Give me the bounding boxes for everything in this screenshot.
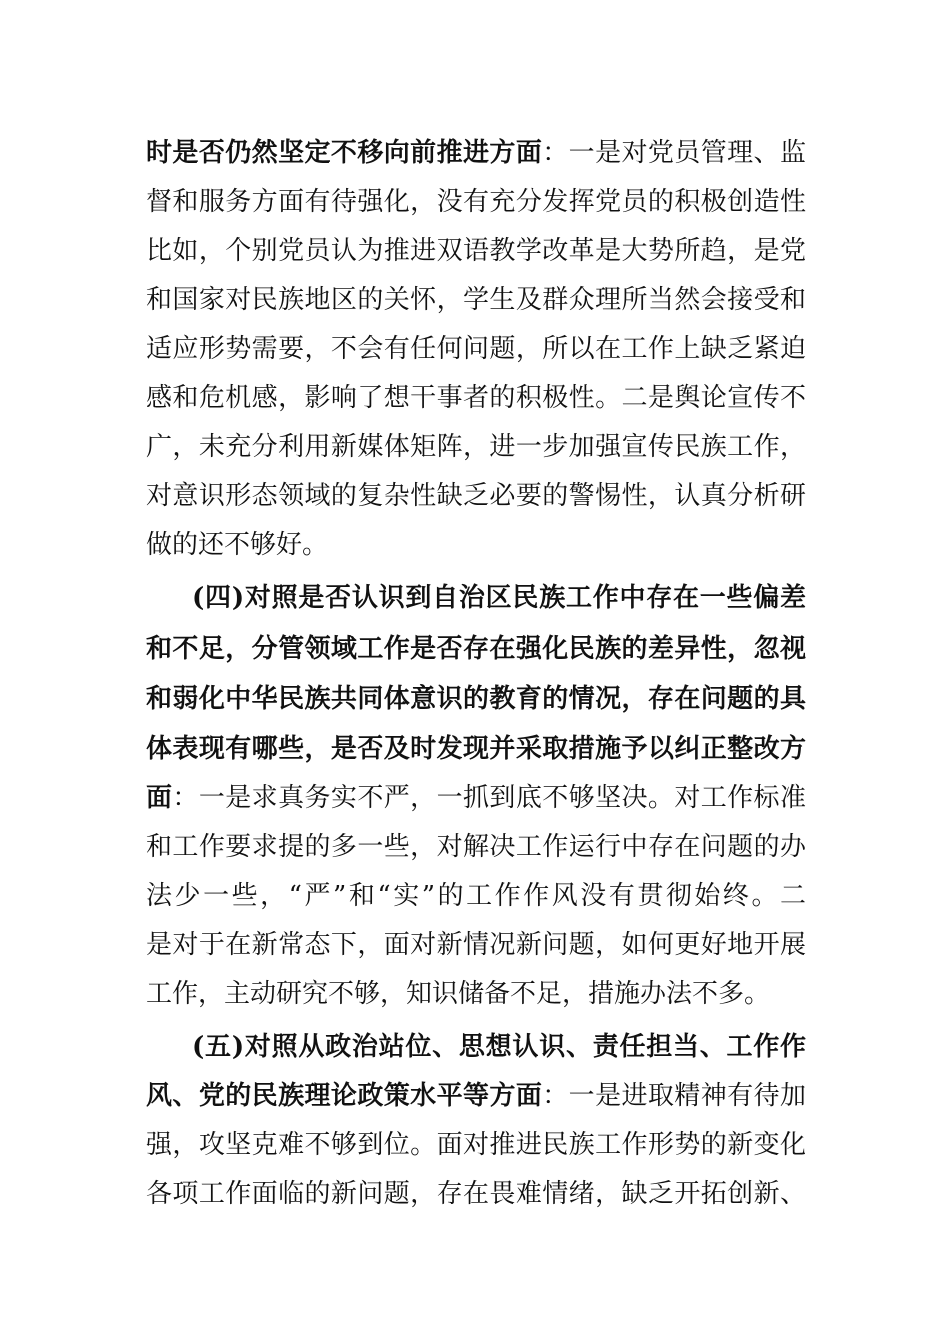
text-run: ：一是对党员管理、监 xyxy=(542,138,806,168)
text-run: 比如，个别党员认为推进双语教学改革是大势所趋，是党 xyxy=(146,236,806,266)
text-run: 强，攻坚克难不够到位。面对推进民族工作形势的新变化 xyxy=(146,1130,806,1160)
text-run: 法少一些，“严”和“实”的工作作风没有贯彻始终。二 xyxy=(146,881,806,911)
text-line xyxy=(146,1120,806,1170)
text-run: 工作，主动研究不够，知识储备不足，措施办法不多。 xyxy=(146,979,771,1009)
text-line xyxy=(146,373,806,423)
bold-run: 时是否仍然坚定不移向前推进方面 xyxy=(146,138,543,168)
text-line xyxy=(146,624,806,674)
bold-run: 和不足，分管领域工作是否存在强化民族的差异性，忽视 xyxy=(146,634,806,664)
text-run: 适应形势需要，不会有任何问题，所以在工作上缺乏紧迫 xyxy=(146,334,806,364)
text-line xyxy=(146,1071,806,1121)
text-run: ：一是求真务实不严，一抓到底不够坚决。对工作标准 xyxy=(172,783,806,813)
text-run: 和工作要求提的多一些，对解决工作运行中存在问题的办 xyxy=(146,832,806,862)
text-line xyxy=(146,422,806,472)
bold-run: (五)对照从政治站位、思想认识、责任担当、工作作 xyxy=(192,1032,806,1062)
text-line xyxy=(146,1169,806,1219)
text-run: ：一是进取精神有待加 xyxy=(542,1081,806,1111)
text-line xyxy=(146,920,806,970)
text-line xyxy=(146,177,806,227)
section-heading-5 xyxy=(192,1022,806,1072)
text-run: 做的还不够好。 xyxy=(146,530,329,560)
bold-run: 面 xyxy=(146,783,173,813)
bold-run: 风、党的民族理论政策水平等方面 xyxy=(146,1081,543,1111)
section-heading-4 xyxy=(192,573,806,623)
text-run: 广，未充分利用新媒体矩阵，进一步加强宣传民族工作， xyxy=(146,432,806,462)
text-run: 感和危机感，影响了想干事者的积极性。二是舆论宣传不 xyxy=(146,383,806,413)
text-run: 和国家对民族地区的关怀，学生及群众理所当然会接受和 xyxy=(146,285,806,315)
bold-run: (四)对照是否认识到自治区民族工作中存在一些偏差 xyxy=(192,583,806,613)
text-line xyxy=(146,773,806,823)
bold-run: 和弱化中华民族共同体意识的教育的情况，存在问题的具 xyxy=(146,684,806,714)
bold-run: 体表现有哪些，是否及时发现并采取措施予以纠正整改方 xyxy=(146,734,806,764)
text-run: 是对于在新常态下，面对新情况新问题，如何更好地开展 xyxy=(146,930,806,960)
text-line xyxy=(146,871,806,921)
text-run: 对意识形态领域的复杂性缺乏必要的警惕性，认真分析研 xyxy=(146,481,806,511)
text-line xyxy=(146,724,806,774)
text-line xyxy=(146,275,806,325)
text-run: 各项工作面临的新问题，存在畏难情绪，缺乏开拓创新、 xyxy=(146,1179,806,1209)
text-run: 督和服务方面有待强化，没有充分发挥党员的积极创造性 xyxy=(146,187,806,217)
text-line xyxy=(146,822,806,872)
text-line xyxy=(146,128,806,178)
text-line xyxy=(146,674,806,724)
text-line xyxy=(146,969,806,1019)
text-line xyxy=(146,226,806,276)
text-line xyxy=(146,520,806,570)
text-line xyxy=(146,471,806,521)
text-line xyxy=(146,324,806,374)
